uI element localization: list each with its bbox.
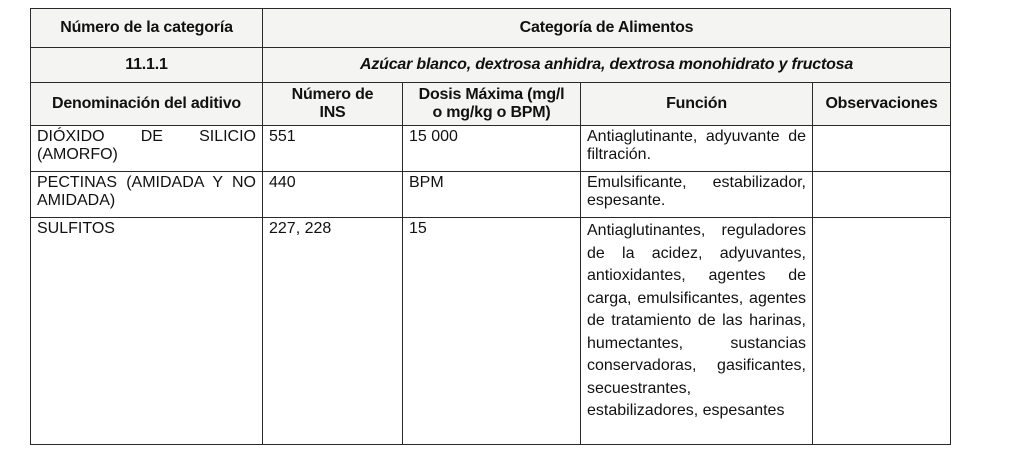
observations-cell <box>813 218 951 445</box>
column-header-ins-number <box>263 83 403 126</box>
max-dose: 15 000 <box>409 128 458 145</box>
function-text: Emulsificante, estabilizador, espesante. <box>587 174 806 209</box>
ins-number-cell <box>263 126 403 172</box>
column-header-function-text: Función <box>666 95 727 112</box>
observations-cell <box>813 172 951 218</box>
column-header-additive-name-text: Denominación del aditivo <box>51 95 241 112</box>
ins-number-cell <box>263 172 403 218</box>
observations-text <box>813 218 950 220</box>
category-number-label: Número de la categoría <box>31 9 263 48</box>
table-row <box>31 218 951 445</box>
category-name-text: Azúcar blanco, dextrosa anhidra, dextrosa monohidrato y fructosa <box>359 56 854 73</box>
additive-name-cell <box>31 218 263 445</box>
additives-table <box>30 8 951 445</box>
function-cell <box>581 218 813 445</box>
observations-text <box>813 172 950 174</box>
ins-number-cell <box>263 218 403 445</box>
column-header-max-dose <box>403 83 581 126</box>
function-cell <box>581 172 813 218</box>
column-header-observations-text: Observaciones <box>825 95 938 112</box>
max-dose: 15 <box>409 220 427 237</box>
category-name <box>263 48 951 83</box>
additive-name: SULFITOS <box>37 220 115 237</box>
max-dose-cell <box>403 172 581 218</box>
header-row-category-labels <box>31 9 951 48</box>
column-header-additive-name <box>31 83 263 126</box>
ins-number: 227, 228 <box>269 220 332 237</box>
function-cell <box>581 126 813 172</box>
additive-name: DIÓXIDO DE SILICIO (AMORFO) <box>37 128 256 163</box>
function-text: Antiaglutinante, adyuvante de filtración. <box>587 128 806 163</box>
category-number: 11.1.1 <box>31 48 263 83</box>
function-text: Antiaglutinantes, reguladores de la acidez, adyuvantes, antioxidantes, agentes de carga, emulsificantes, agentes de tratamiento de las harinas, humectantes, sustancias conservadoras, gasificantes, secuestrantes, estabilizadores, espesantes <box>587 222 806 419</box>
column-header-row <box>31 83 951 126</box>
observations-cell <box>813 126 951 172</box>
max-dose-cell <box>403 126 581 172</box>
column-header-observations <box>813 83 951 126</box>
additive-name-cell <box>31 172 263 218</box>
ins-number: 440 <box>269 174 296 191</box>
table-row <box>31 126 951 172</box>
column-header-function <box>581 83 813 126</box>
max-dose: BPM <box>409 174 444 191</box>
observations-text <box>813 126 950 128</box>
header-row-category-values <box>31 48 951 83</box>
additive-name: PECTINAS (AMIDADA Y NO AMIDADA) <box>37 174 256 209</box>
column-header-ins-number-text: Número de INS <box>291 86 374 121</box>
max-dose-cell <box>403 218 581 445</box>
ins-number: 551 <box>269 128 296 145</box>
column-header-max-dose-text: Dosis Máxima (mg/l o mg/kg o BPM) <box>418 86 565 121</box>
table-row <box>31 172 951 218</box>
category-label: Categoría de Alimentos <box>263 9 951 48</box>
additive-name-cell <box>31 126 263 172</box>
